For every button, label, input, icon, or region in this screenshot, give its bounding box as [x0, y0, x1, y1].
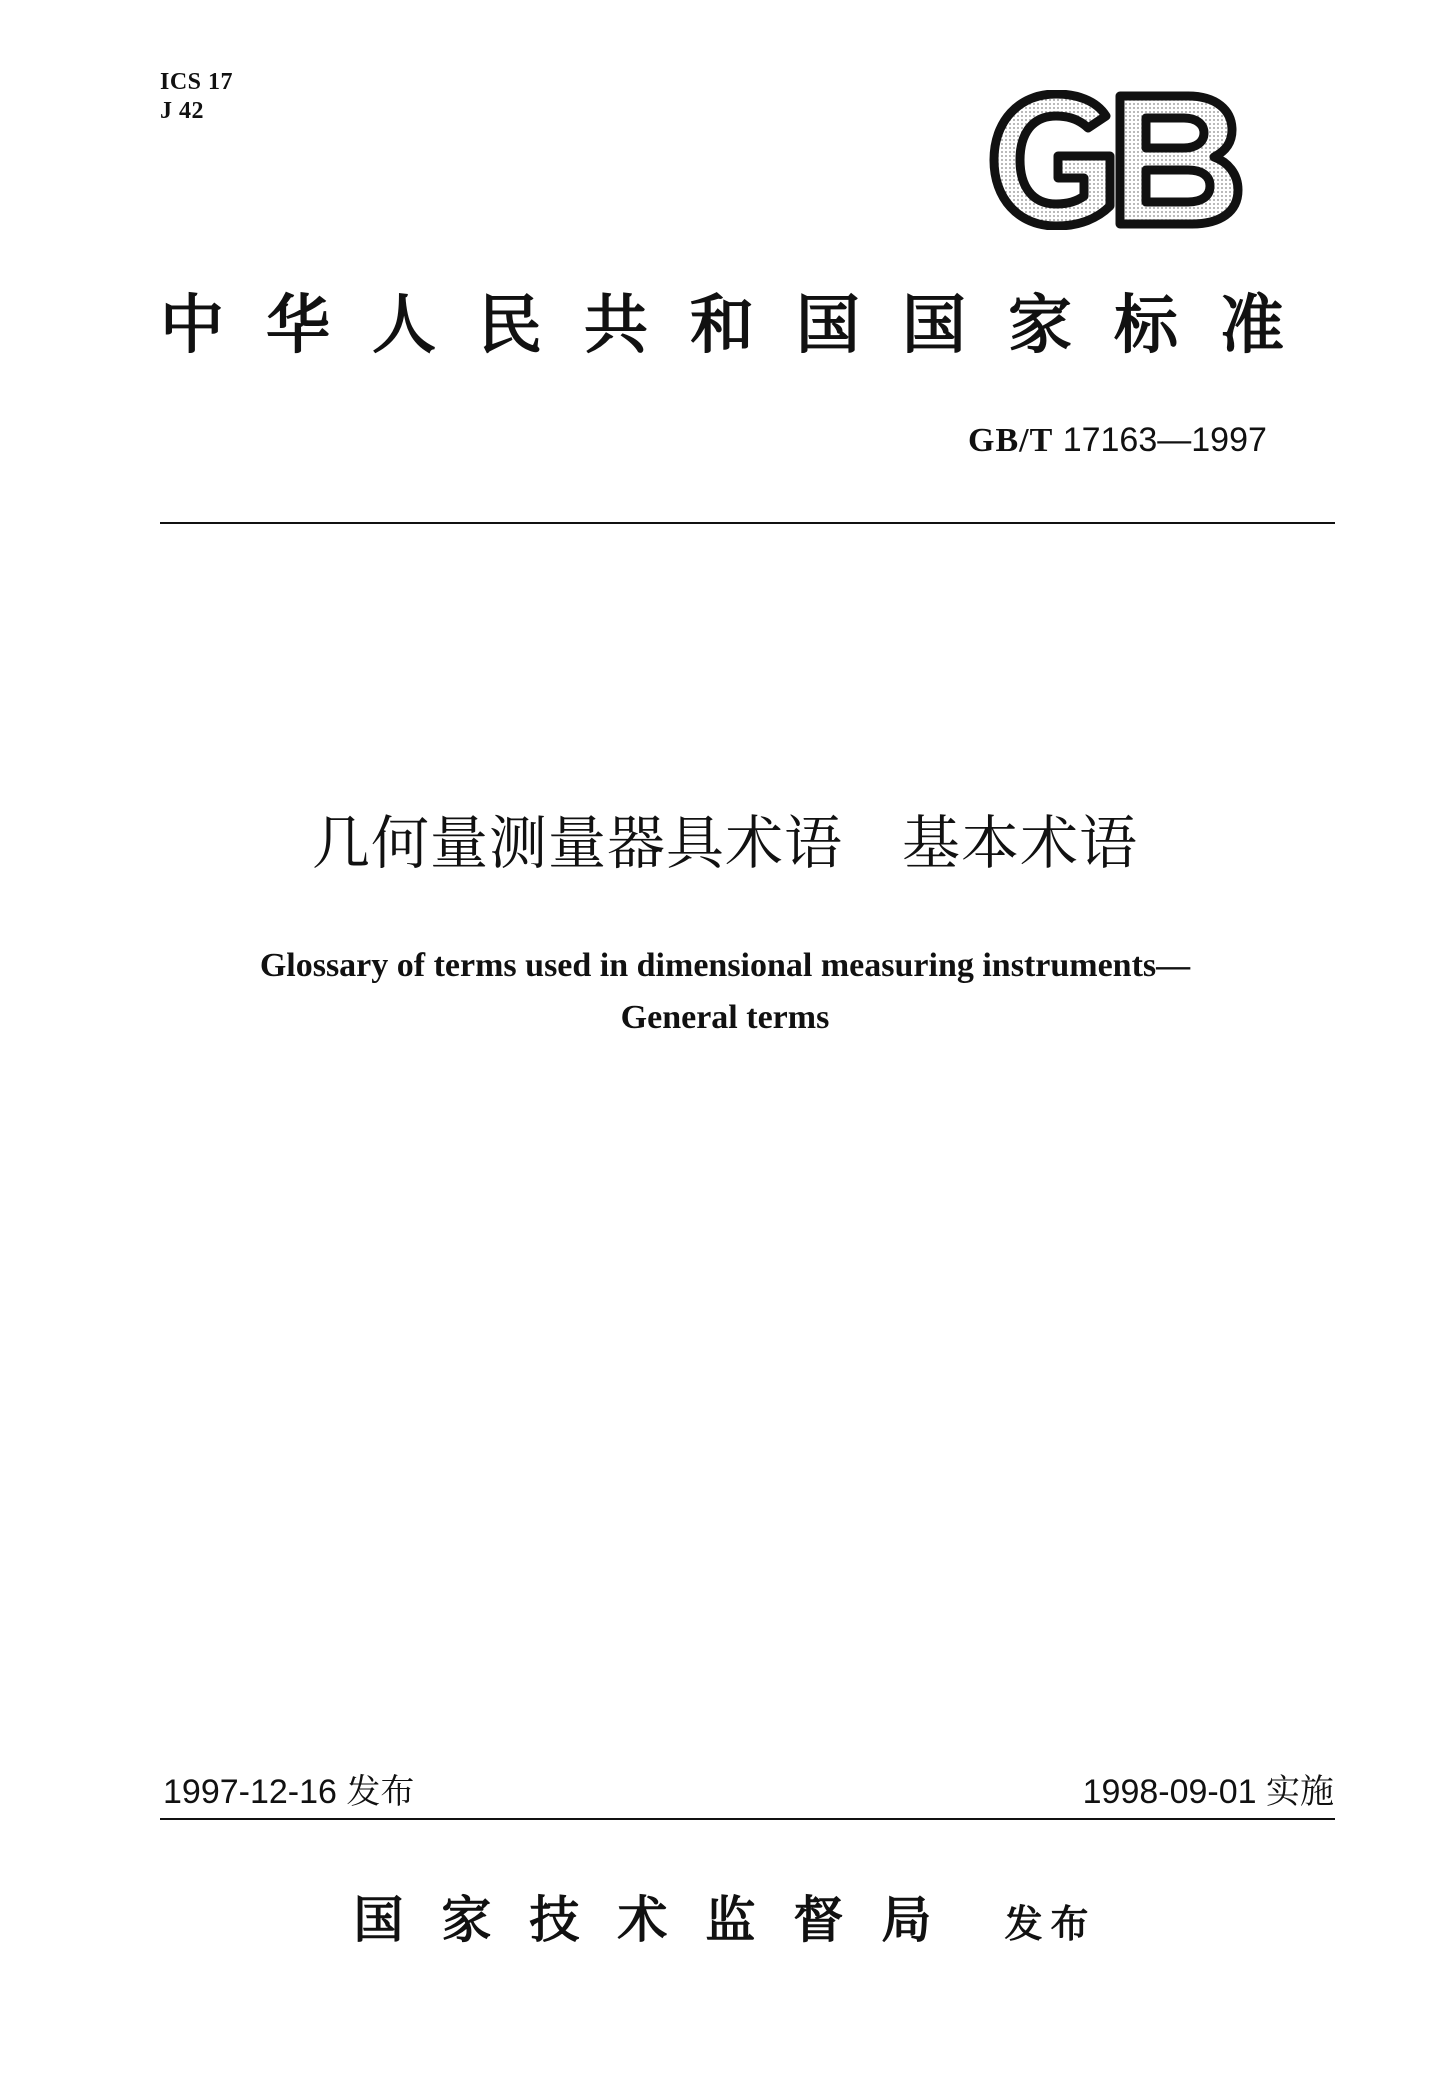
bottom-divider: [160, 1818, 1335, 1820]
implementation-date: 1998-09-01 实施: [1082, 1773, 1334, 1811]
standard-number: [968, 420, 1267, 461]
publisher-action: 发布: [1004, 1901, 1097, 1946]
ccs-code: J 42: [160, 98, 204, 124]
english-title-line-2: General terms: [620, 999, 830, 1036]
classification-codes: [160, 68, 233, 126]
standard-number-value: 17163—1997: [1062, 421, 1267, 459]
publisher-line: [0, 1880, 1450, 1952]
issue-date: 1997-12-16 发布: [163, 1773, 415, 1811]
chinese-title: 几何量测量器具术语 基本术语: [311, 809, 1138, 877]
gb-logo: [988, 90, 1243, 230]
standard-type-heading: 中华人民共和国国家标准: [160, 288, 1326, 363]
english-title: [0, 940, 1450, 1044]
standard-code: GB/T: [968, 422, 1054, 459]
ics-code: ICS 17: [160, 69, 234, 95]
english-title-line-1: Glossary of terms used in dimensional measuring instruments—: [259, 947, 1191, 984]
publisher-organization: 国家技术监督局: [353, 1890, 970, 1949]
top-divider: [160, 522, 1335, 524]
